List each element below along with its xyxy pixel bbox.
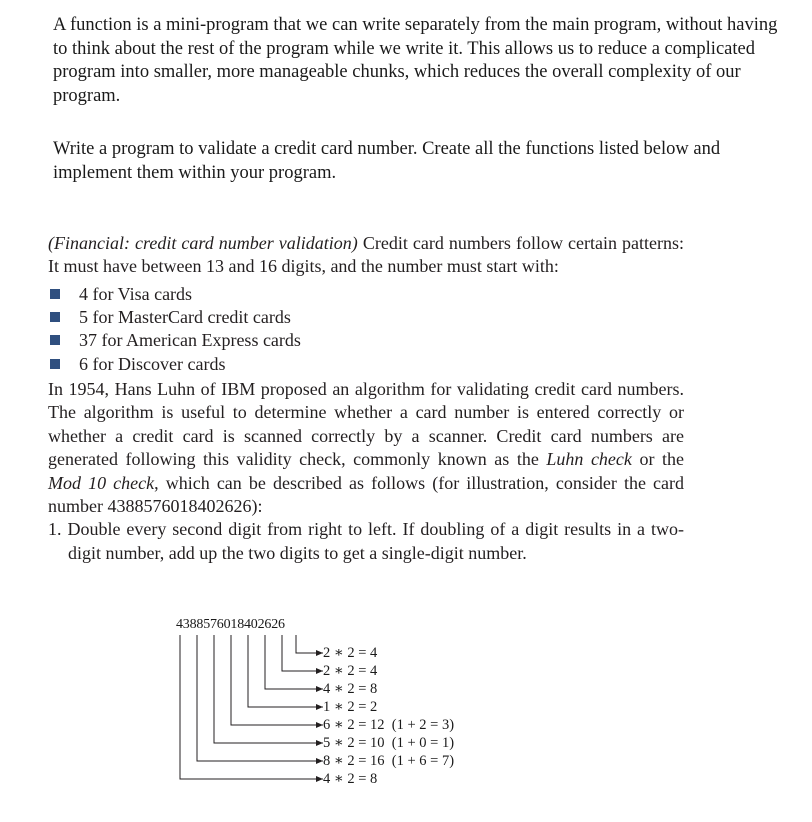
doubling-result: 1 ∗ 2 = 2 [323,699,378,715]
problem-lead-text: Credit card numbers follow certain patterns: It must have between 13 and 16 digits, and the number must start with: [48,233,684,277]
doubling-result: 2 ∗ 2 = 4 [323,663,378,679]
doubling-result: 4 ∗ 2 = 8 [323,771,378,787]
square-bullet-icon [50,359,60,369]
doubling-result: 5 ∗ 2 = 10 (1 + 0 = 1) [323,735,455,751]
arrow-line [197,635,323,761]
doubling-result: 6 ∗ 2 = 12 (1 + 2 = 3) [323,717,455,733]
intro-paragraph: A function is a mini-program that we can write separately from the main program, without having to think about the rest of the program while we write it. This allows us to reduce a complicated program into smaller, more manageable chunks, which reduces the overall complexity of our program. [53,15,778,106]
textbook-excerpt [48,232,684,565]
doubling-result: 2 ∗ 2 = 4 [323,645,378,661]
arrow-line [265,635,323,689]
luhn-text-3: , which can be described as follows (for illustration, consider the card number 4388576018402626): [48,472,684,517]
task-paragraph: Write a program to validate a credit card number. Create all the functions listed below and implement them within your program. [53,139,721,183]
square-bullet-icon [50,335,60,345]
step-1: 1. Double every second digit from right to left. If doubling of a digit results in a two-digit number, add up the two digits to get a single-digit number. [48,519,684,563]
prefix-list [48,283,684,376]
list-item-text: 6 for Discover cards [79,353,226,374]
mod10-check-term: Mod 10 check [48,472,155,493]
doubling-result: 8 ∗ 2 = 16 (1 + 6 = 7) [323,753,455,769]
doubling-result: 4 ∗ 2 = 8 [323,681,378,697]
list-item [48,353,684,376]
problem-lead [48,232,684,279]
list-item-text: 37 for American Express cards [79,330,301,351]
card-number: 4388576018402626 [176,617,285,632]
square-bullet-icon [50,289,60,299]
list-item [48,306,684,329]
arrow-line [231,635,323,725]
list-item [48,329,684,352]
problem-title: (Financial: credit card number validation) [48,233,358,253]
luhn-text-1: In 1954, Hans Luhn of IBM proposed an algorithm for validating credit card numbers. The algorithm is useful to determine whether a card number is entered correctly or whether a credit card is scanned correctly by a scanner. Credit card numbers are generated following this validity check, commonly known as the [48,379,684,470]
square-bullet-icon [50,312,60,322]
arrow-line [296,635,323,653]
doubling-diagram [176,617,496,802]
luhn-check-term: Luhn check [546,449,632,470]
luhn-paragraph [48,378,684,518]
list-item [48,283,684,306]
list-item-text: 5 for MasterCard credit cards [79,307,291,328]
list-item-text: 4 for Visa cards [79,283,193,304]
luhn-text-2: or the [631,449,684,470]
